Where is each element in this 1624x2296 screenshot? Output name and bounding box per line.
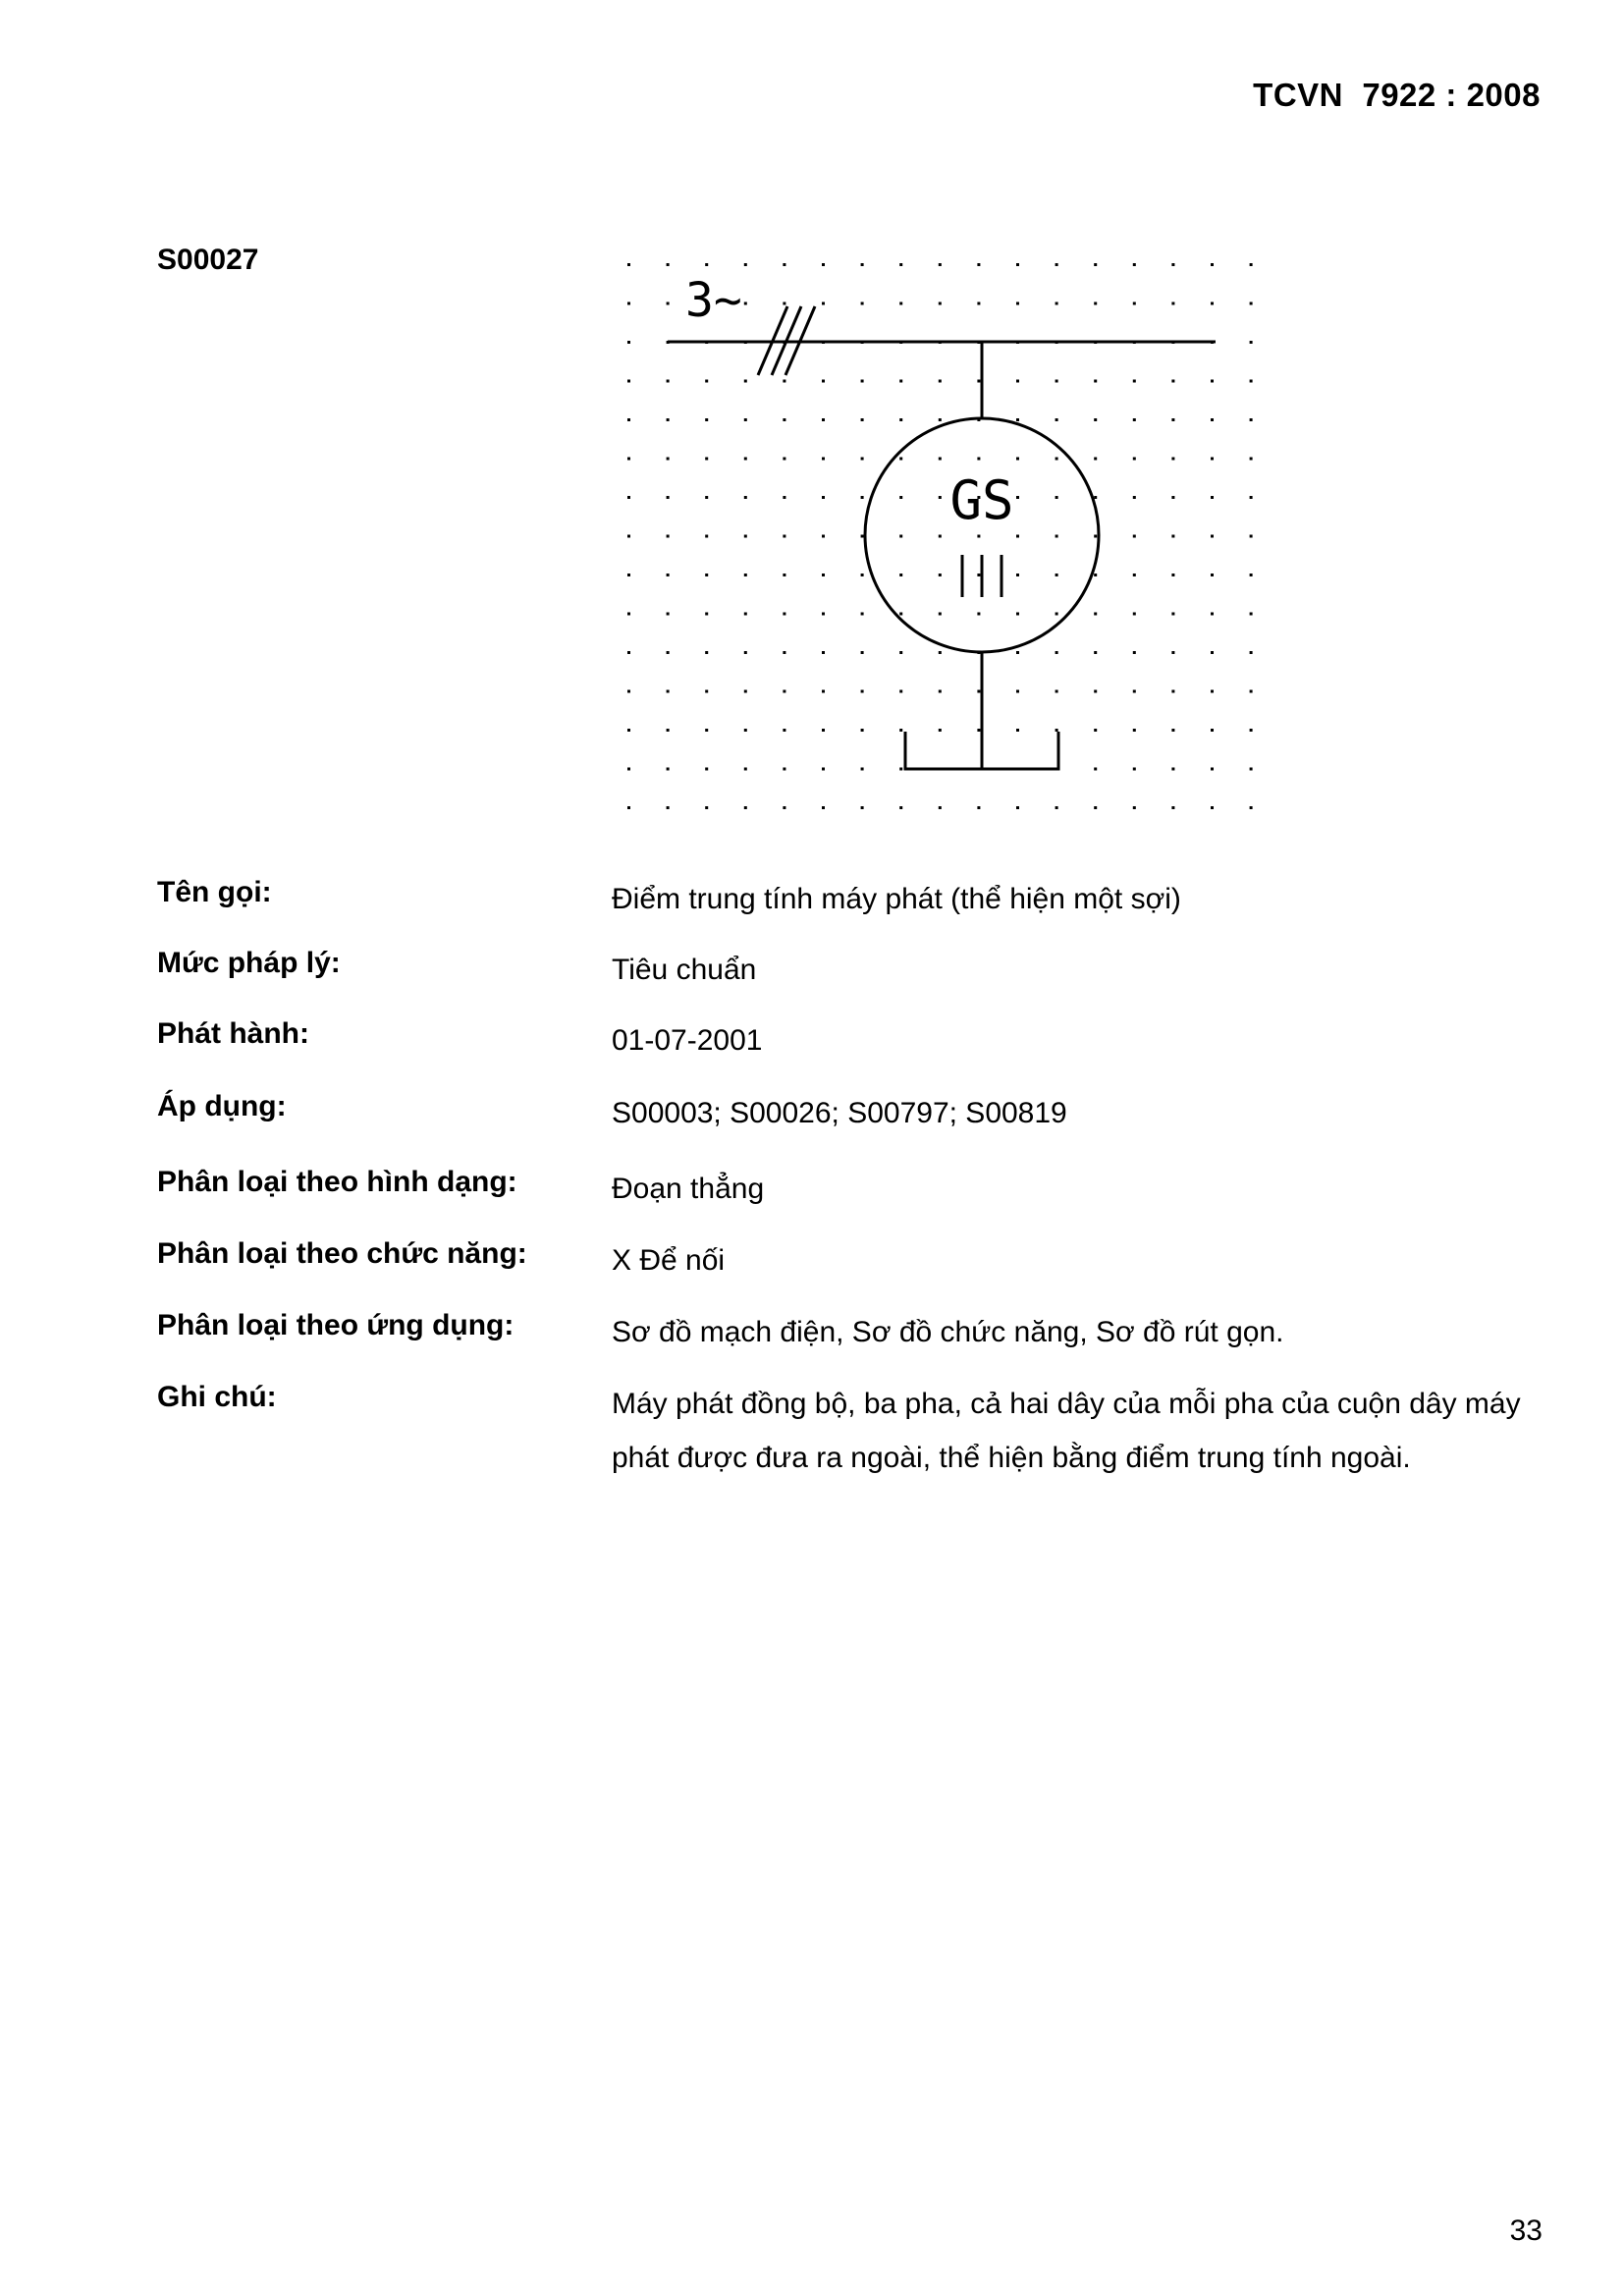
property-value: Điểm trung tính máy phát (thể hiện một sợi) [612, 883, 1181, 915]
grid-dot [1094, 806, 1097, 809]
grid-dot [1094, 418, 1097, 421]
grid-dot [1094, 613, 1097, 616]
grid-dot [1171, 768, 1174, 771]
grid-dot [822, 302, 825, 305]
grid-dot [667, 380, 670, 383]
grid-dot [899, 806, 902, 809]
grid-dot [1133, 263, 1136, 266]
grid-dot [705, 263, 708, 266]
grid-dot [667, 418, 670, 421]
grid-dot [1171, 729, 1174, 732]
grid-dot [1211, 418, 1214, 421]
grid-dot [783, 302, 785, 305]
grid-dot [627, 302, 630, 305]
grid-dot [627, 729, 630, 732]
grid-dot [939, 806, 942, 809]
grid-dot [1056, 380, 1058, 383]
grid-dot [1211, 690, 1214, 693]
grid-dot [899, 263, 902, 266]
grid-dot [1016, 729, 1019, 732]
grid-dot [783, 613, 785, 616]
grid-dot [783, 690, 785, 693]
grid-dot [1250, 302, 1253, 305]
grid-dot [1094, 768, 1097, 771]
grid-dot [627, 574, 630, 576]
grid-dot [861, 574, 864, 576]
grid-dot [861, 613, 864, 616]
grid-dot [1056, 496, 1058, 499]
grid-dot [1056, 613, 1058, 616]
grid-dot [783, 380, 785, 383]
grid-dot [1056, 806, 1058, 809]
grid-dot [861, 458, 864, 461]
grid-dot [977, 302, 980, 305]
grid-dot [1171, 806, 1174, 809]
property-label: Ghi chú: [157, 1381, 277, 1413]
dot-grid [627, 263, 1253, 809]
grid-dot [1171, 458, 1174, 461]
grid-dot [744, 806, 747, 809]
grid-dot [899, 574, 902, 576]
grid-dot [939, 574, 942, 576]
grid-dot [627, 768, 630, 771]
grid-dot [705, 690, 708, 693]
grid-dot [977, 729, 980, 732]
grid-dot [1094, 458, 1097, 461]
grid-dot [939, 380, 942, 383]
grid-dot [627, 458, 630, 461]
grid-dot [939, 302, 942, 305]
grid-dot [705, 806, 708, 809]
grid-dot [705, 496, 708, 499]
property-value: Đoạn thẳng [612, 1173, 765, 1205]
grid-dot [1016, 806, 1019, 809]
grid-dot [939, 613, 942, 616]
grid-dot [1016, 496, 1019, 499]
grid-dot [705, 418, 708, 421]
grid-dot [1211, 535, 1214, 538]
grid-dot [822, 496, 825, 499]
grid-dot [705, 768, 708, 771]
grid-dot [1133, 418, 1136, 421]
grid-dot [783, 806, 785, 809]
property-label: Phân loại theo chức năng: [157, 1237, 527, 1270]
grid-dot [1211, 806, 1214, 809]
grid-dot [1016, 574, 1019, 576]
grid-dot [1133, 651, 1136, 654]
grid-dot [1094, 574, 1097, 576]
grid-dot [1171, 380, 1174, 383]
property-value: 01-07-2001 [612, 1024, 763, 1057]
grid-dot [627, 806, 630, 809]
grid-dot [1250, 690, 1253, 693]
grid-dot [977, 574, 980, 576]
grid-dot [1133, 729, 1136, 732]
grid-dot [1211, 496, 1214, 499]
grid-dot [977, 806, 980, 809]
grid-dot [822, 690, 825, 693]
symbol-code: S00027 [157, 244, 259, 276]
grid-dot [1250, 496, 1253, 499]
grid-dot [1094, 729, 1097, 732]
grid-dot [977, 263, 980, 266]
grid-dot [1211, 729, 1214, 732]
grid-dot [667, 496, 670, 499]
grid-dot [977, 613, 980, 616]
grid-dot [1016, 690, 1019, 693]
grid-dot [899, 535, 902, 538]
property-label: Áp dụng: [157, 1090, 287, 1122]
grid-dot [627, 263, 630, 266]
grid-dot [1056, 418, 1058, 421]
generator-windings [962, 555, 1001, 597]
grid-dot [705, 535, 708, 538]
grid-dot [1250, 574, 1253, 576]
grid-dot [1133, 613, 1136, 616]
grid-dot [1250, 380, 1253, 383]
grid-dot [1211, 380, 1214, 383]
grid-dot [861, 806, 864, 809]
grid-dot [783, 496, 785, 499]
grid-dot [667, 729, 670, 732]
grid-dot [1250, 418, 1253, 421]
grid-dot [744, 535, 747, 538]
page-number: 33 [1509, 2214, 1543, 2247]
grid-dot [1133, 690, 1136, 693]
grid-dot [939, 651, 942, 654]
grid-dot [899, 458, 902, 461]
property-value: Tiêu chuẩn [612, 954, 757, 986]
grid-dot [783, 458, 785, 461]
grid-dot [939, 418, 942, 421]
grid-dot [861, 729, 864, 732]
grid-dot [744, 690, 747, 693]
grid-dot [667, 574, 670, 576]
grid-dot [1133, 574, 1136, 576]
grid-dot [627, 496, 630, 499]
grid-dot [1250, 613, 1253, 616]
grid-dot [861, 418, 864, 421]
grid-dot [822, 535, 825, 538]
grid-dot [783, 535, 785, 538]
grid-dot [1211, 651, 1214, 654]
grid-dot [1056, 729, 1058, 732]
grid-dot [939, 458, 942, 461]
grid-dot [1094, 651, 1097, 654]
grid-dot [861, 768, 864, 771]
grid-dot [744, 263, 747, 266]
grid-dot [1171, 302, 1174, 305]
grid-dot [705, 729, 708, 732]
grid-dot [627, 341, 630, 344]
grid-dot [1250, 651, 1253, 654]
grid-dot [861, 380, 864, 383]
grid-dot [744, 418, 747, 421]
grid-dot [744, 768, 747, 771]
grid-dot [1016, 535, 1019, 538]
grid-dot [977, 380, 980, 383]
grid-dot [1133, 535, 1136, 538]
grid-dot [744, 302, 747, 305]
grid-dot [1094, 302, 1097, 305]
grid-dot [822, 613, 825, 616]
grid-dot [939, 690, 942, 693]
grid-dot [744, 496, 747, 499]
grid-dot [1211, 263, 1214, 266]
property-value: X Để nối [612, 1244, 726, 1277]
grid-dot [861, 651, 864, 654]
property-value: Máy phát đồng bộ, ba pha, cả hai dây của mỗi pha của cuộn dây máy phát được đưa ra ngoài, thể hiện bằng điểm trung tính ngoài. [612, 1388, 1521, 1474]
grid-dot [1250, 263, 1253, 266]
grid-dot [667, 302, 670, 305]
grid-dot [667, 651, 670, 654]
grid-dot [705, 380, 708, 383]
grid-dot [1056, 302, 1058, 305]
grid-dot [783, 768, 785, 771]
grid-dot [861, 496, 864, 499]
grid-dot [1016, 418, 1019, 421]
grid-dot [1016, 458, 1019, 461]
grid-dot [939, 496, 942, 499]
grid-dot [744, 380, 747, 383]
grid-dot [1211, 302, 1214, 305]
grid-dot [1133, 380, 1136, 383]
grid-dot [899, 651, 902, 654]
grid-dot [744, 613, 747, 616]
grid-dot [1171, 418, 1174, 421]
grid-dot [783, 418, 785, 421]
standard-header: TCVN 7922 : 2008 [1253, 77, 1541, 113]
grid-dot [822, 458, 825, 461]
property-label: Phát hành: [157, 1017, 309, 1050]
grid-dot [977, 690, 980, 693]
grid-dot [899, 496, 902, 499]
grid-dot [1171, 613, 1174, 616]
grid-dot [1056, 535, 1058, 538]
grid-dot [899, 380, 902, 383]
grid-dot [1016, 380, 1019, 383]
grid-dot [1094, 496, 1097, 499]
grid-dot [1016, 651, 1019, 654]
grid-dot [705, 574, 708, 576]
grid-dot [667, 263, 670, 266]
grid-dot [667, 768, 670, 771]
property-label: Phân loại theo ứng dụng: [157, 1309, 514, 1341]
grid-dot [1133, 806, 1136, 809]
grid-dot [977, 458, 980, 461]
grid-dot [1250, 341, 1253, 344]
grid-dot [627, 535, 630, 538]
grid-dot [1133, 302, 1136, 305]
grid-dot [1250, 768, 1253, 771]
property-label: Mức pháp lý: [157, 947, 341, 979]
grid-dot [705, 651, 708, 654]
grid-dot [822, 768, 825, 771]
phase-label: 3~ [685, 273, 742, 328]
property-label: Phân loại theo hình dạng: [157, 1166, 517, 1198]
grid-dot [939, 263, 942, 266]
grid-dot [667, 535, 670, 538]
property-value: S00003; S00026; S00797; S00819 [612, 1097, 1067, 1129]
generator-symbol-diagram [619, 255, 1267, 825]
grid-dot [667, 690, 670, 693]
grid-dot [1016, 613, 1019, 616]
grid-dot [1171, 574, 1174, 576]
grid-dot [1171, 263, 1174, 266]
grid-dot [1133, 458, 1136, 461]
grid-dot [667, 806, 670, 809]
grid-dot [1056, 574, 1058, 576]
grid-dot [822, 574, 825, 576]
property-value: Sơ đồ mạch điện, Sơ đồ chức năng, Sơ đồ rút gọn. [612, 1316, 1284, 1348]
grid-dot [783, 263, 785, 266]
grid-dot [1016, 263, 1019, 266]
grid-dot [667, 458, 670, 461]
grid-dot [822, 806, 825, 809]
property-label: Tên gọi: [157, 876, 272, 908]
grid-dot [1016, 302, 1019, 305]
grid-dot [1056, 651, 1058, 654]
grid-dot [822, 729, 825, 732]
grid-dot [1171, 496, 1174, 499]
grid-dot [1094, 690, 1097, 693]
grid-dot [783, 651, 785, 654]
grid-dot [1250, 458, 1253, 461]
grid-dot [627, 690, 630, 693]
grid-dot [822, 380, 825, 383]
grid-dot [744, 574, 747, 576]
grid-dot [667, 613, 670, 616]
grid-dot [1171, 651, 1174, 654]
grid-dot [627, 380, 630, 383]
grid-dot [939, 535, 942, 538]
generator-label: GS [949, 469, 1014, 531]
grid-dot [861, 302, 864, 305]
grid-dot [783, 729, 785, 732]
grid-dot [627, 613, 630, 616]
grid-dot [899, 768, 902, 771]
grid-dot [1250, 535, 1253, 538]
grid-dot [705, 613, 708, 616]
grid-dot [861, 690, 864, 693]
grid-dot [1250, 806, 1253, 809]
grid-dot [744, 458, 747, 461]
grid-dot [705, 458, 708, 461]
grid-dot [783, 574, 785, 576]
grid-dot [1056, 690, 1058, 693]
grid-dot [1171, 535, 1174, 538]
grid-dot [939, 729, 942, 732]
grid-dot [899, 690, 902, 693]
grid-dot [899, 613, 902, 616]
grid-dot [1250, 729, 1253, 732]
grid-dot [1171, 690, 1174, 693]
grid-dot [744, 651, 747, 654]
grid-dot [1056, 263, 1058, 266]
grid-dot [822, 418, 825, 421]
grid-dot [861, 263, 864, 266]
grid-dot [1094, 263, 1097, 266]
grid-dot [899, 418, 902, 421]
grid-dot [1211, 574, 1214, 576]
grid-dot [822, 263, 825, 266]
grid-dot [1094, 380, 1097, 383]
grid-dot [1211, 768, 1214, 771]
grid-dot [627, 418, 630, 421]
grid-dot [861, 535, 864, 538]
grid-dot [1094, 535, 1097, 538]
grid-dot [744, 729, 747, 732]
grid-dot [1211, 613, 1214, 616]
grid-dot [1133, 496, 1136, 499]
grid-dot [977, 535, 980, 538]
grid-dot [1133, 768, 1136, 771]
grid-dot [822, 651, 825, 654]
grid-dot [1056, 458, 1058, 461]
grid-dot [1211, 458, 1214, 461]
grid-dot [899, 302, 902, 305]
grid-dot [627, 651, 630, 654]
grid-dot [899, 729, 902, 732]
